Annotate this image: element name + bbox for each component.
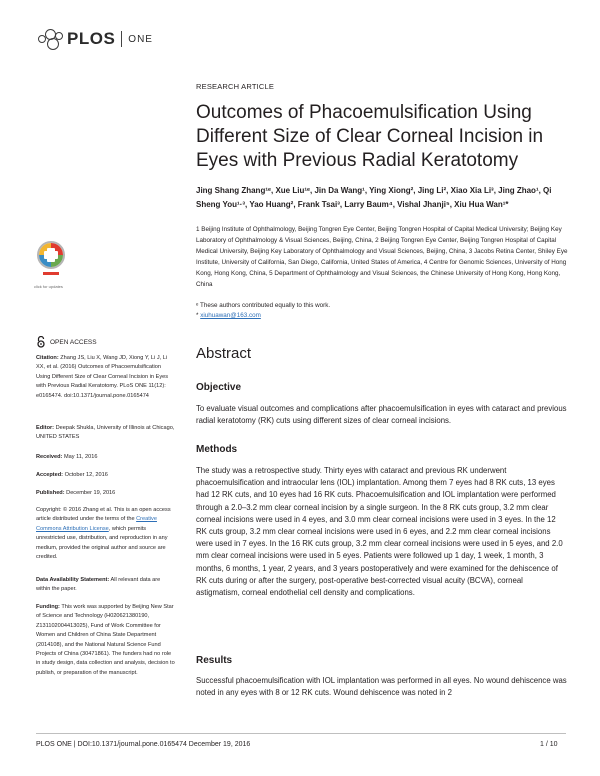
editor-label: Editor:: [36, 425, 55, 431]
results-heading: Results: [196, 655, 233, 666]
objective-heading: Objective: [196, 382, 242, 393]
crossmark-icon[interactable]: [36, 240, 66, 280]
data-availability: [36, 576, 176, 595]
author-list: Jing Shang Zhang¹ᵉ, Xue Liu¹ᵉ, Jin Da Wang¹, Ying Xiong², Jing Li², Xiao Xia Li³, Jing Zhao¹, Qi Sheng You¹·³, Yao Huang², Frank Tsai³, Larry Baum⁴, Vishal Jhanji⁵, Xiu Hua Wan¹*: [196, 186, 552, 209]
page-number: 1 / 10: [540, 741, 558, 748]
accepted-label: Accepted:: [36, 472, 64, 478]
article-type: RESEARCH ARTICLE: [196, 82, 275, 91]
data-availability-text: All relevant data are within the paper.: [36, 577, 161, 593]
received-date: May 11, 2016: [62, 454, 98, 460]
methods-text: The study was a retrospective study. Thirty eyes with cataract and previous RK underwent phacoemulsification and intraocular lens (IOL) implantation. Among them 7 eyes had 8 RK cuts, 13 eyes had 12 RK cuts, and 10 eyes had 16 RK cuts. Phacoemulsification and IOL implantation were performed through a 2.0–3.2 mm clear corneal incision by a single surgeon. In the 8 RK cuts group, 3.2 mm clear corneal incisions were used in 4 eyes, and 3.0 mm clear corneal incisions were used in 3 eyes. In the 12 RK cuts group, 3.2 mm clear corneal incisions were used in 6 eyes, and 2.2 mm clear corneal incisions were used in 7 eyes. In the 16 RK cuts group, 3.2 mm clear corneal incisions were used in 5 eyes, and 2.0 mm clear corneal incisions were used in 5 eyes. Patients were followed up 1 day, 1 week, 1 month, 3 months, 6 months, 1 year, 2 years, and 3 years postoperatively and were examined for the dehiscence of RK cuts during or after the surgery, post-operative best-corrected visual acuity (BCVA), corneal astigmatism, corneal endothelial cell density and complications.: [196, 466, 563, 598]
plos-one-logo: [38, 28, 153, 50]
published-label: Published:: [36, 490, 65, 496]
cc-license-link[interactable]: Creative Commons Attribution License: [36, 516, 157, 532]
crossmark-label: click for updates: [34, 284, 63, 289]
corresponding-email-link[interactable]: xiuhuawan@163.com: [200, 312, 261, 319]
accepted-date: October 12, 2016: [63, 472, 108, 478]
article-title: Outcomes of Phacoemulsification Using Different Size of Clear Corneal Incision in Eyes with Previous Radial Keratotomy: [196, 102, 544, 171]
citation-text: Zhang JS, Liu X, Wang JD, Xiong Y, Li J, Li XX, et al. (2016) Outcomes of Phacoemulsification Using Different Size of Clear Corneal Incision in Eyes with Previous Radial Keratotomy. PLoS ONE 11(12): e0165474. doi:10.1371/journal.pone.0165474: [36, 355, 169, 399]
citation: [36, 354, 176, 401]
methods-heading: Methods: [196, 444, 238, 455]
footer-citation: PLOS ONE | DOI:10.1371/journal.pone.0165474 December 19, 2016: [36, 741, 251, 748]
results-text: Successful phacoemulsification with IOL implantation was performed in all eyes. No wound dehiscence was noted in any eyes with 8 or 12 RK cuts. Wound dehiscence was noted in 2: [196, 676, 567, 698]
published: [36, 489, 176, 498]
copyright-text-end: , which permits unrestricted use, distribution, and reproduction in any medium, provided the original author and source are credited.: [36, 525, 168, 561]
corresponding-author: [196, 311, 571, 321]
received: [36, 453, 176, 462]
copyright-text: Copyright: © 2016 Zhang et al. This is an open access article distributed under the terms of the: [36, 507, 171, 523]
editor-text: Deepak Shukla, University of Illinois at Chicago, UNITED STATES: [36, 425, 175, 441]
open-access-badge: [36, 336, 97, 348]
data-availability-label: Data Availability Statement:: [36, 577, 110, 583]
copyright: [36, 506, 176, 562]
accepted: [36, 471, 176, 480]
logo-divider: [121, 31, 122, 47]
funding: [36, 603, 176, 678]
open-access-label: OPEN ACCESS: [50, 338, 97, 346]
citation-label: Citation:: [36, 355, 59, 361]
equal-contribution-note: ᵉ These authors contributed equally to this work.: [196, 302, 331, 309]
abstract-heading: Abstract: [196, 345, 252, 362]
open-lock-icon: [36, 336, 46, 348]
author-notes: [196, 301, 571, 321]
footer-rule: [36, 733, 566, 734]
logo-suffix: ONE: [128, 33, 153, 45]
affiliations: 1 Beijing Institute of Ophthalmology, Beijing Tongren Eye Center, Beijing Tongren Hospital of Capital Medical University; Beijing Key Laboratory of Ophthalmology & Visual Sciences, Beijing, China, 2 Beijing Tongren Eye Center, Beijing Tongren Hospital of Capital Medical University, Beijing Key Laboratory of Ophthalmology and Visual Sciences, Beijing, China, 3 Jacobs Retina Center, Shiley Eye Institute, University of California, San Diego, California, United States of America, 4 Centre for Genomic Sciences, University of Hong Kong, Hong Kong, China, 5 Department of Ophthalmology and Visual Sciences, the Chinese University of Hong Kong, Hong Kong, China: [196, 226, 568, 288]
funding-label: Funding:: [36, 604, 60, 610]
corresponding-marker: *: [196, 312, 201, 319]
received-label: Received:: [36, 454, 63, 460]
plos-dots-icon: [38, 28, 64, 50]
logo-word: PLOS: [67, 29, 116, 48]
editor: [36, 424, 176, 443]
published-date: December 19, 2016: [64, 490, 116, 496]
objective-text: To evaluate visual outcomes and complications after phacoemulsification in eyes with cataract and previous radial keratotomy (RK) cuts using different sizes of clear corneal incisions.: [196, 404, 567, 426]
funding-text: This work was supported by Beijing New Star of Science and Technology (H020621380190, Z131102004413025), Fund of Work Committee for Women and Children of China State Department (2014108), and the National Natural Science Fund Projects of China (30471861). The funders had no role in study design, data collection and analysis, decision to publish, or preparation of the manuscript.: [36, 604, 175, 676]
